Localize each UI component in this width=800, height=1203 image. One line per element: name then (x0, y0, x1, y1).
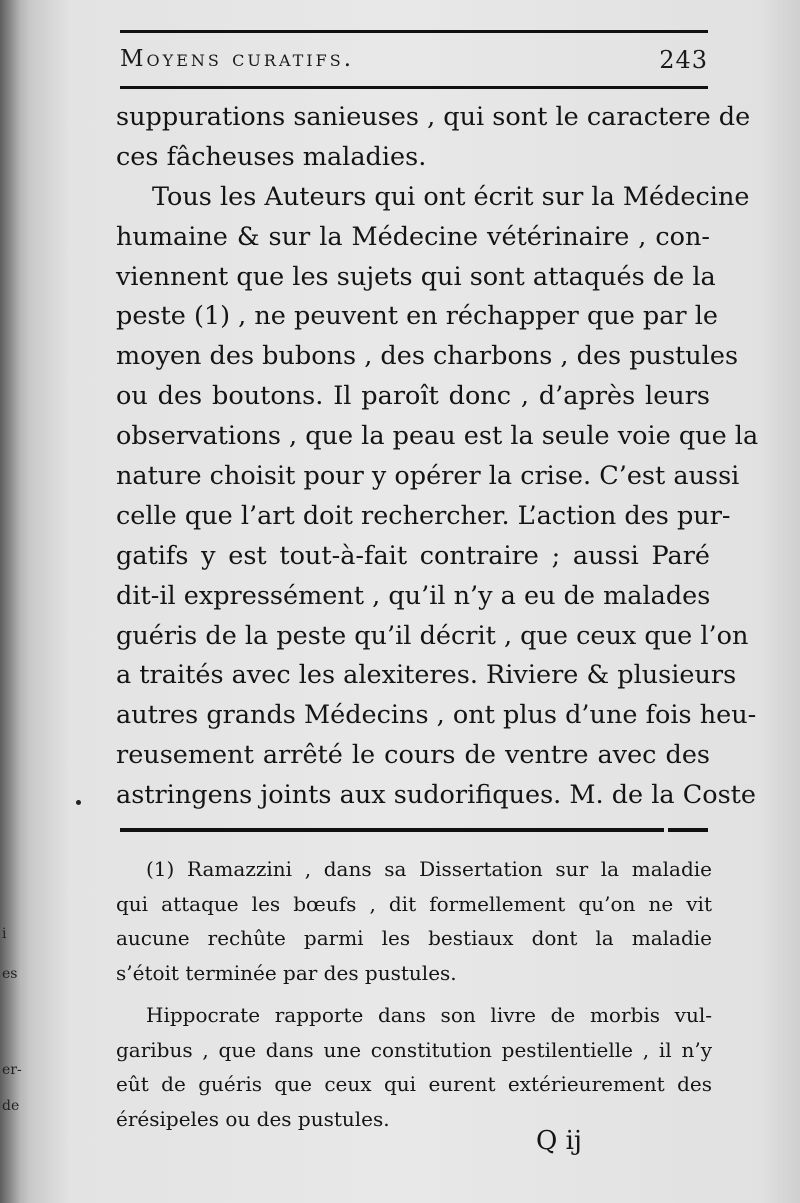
footnote-line: érésipeles ou des pustules. (116, 1106, 390, 1131)
text-line: dit-il expressément , qu’il n’y a eu de malades (116, 580, 711, 611)
text-line: astringens joints aux sudorifiques. M. de la Coste (116, 780, 756, 811)
text-line: suppurations sanieuses , qui sont le caractere de (116, 102, 751, 132)
margin-fragment: i (2, 926, 7, 942)
text-line: Tous les Auteurs qui ont écrit sur la Médecine (152, 181, 750, 212)
text-line: ou des boutons. Il paroît donc , d’après leurs (116, 381, 710, 412)
footnote-line: garibus , que dans une constitution pestilentielle , il n’y (116, 1037, 712, 1062)
ink-speck (76, 800, 81, 805)
page-number: 243 (659, 46, 708, 74)
text-line: moyen des bubons , des charbons , des pustules (116, 341, 739, 372)
text-line: celle que l’art doit rechercher. L’action des pur- (116, 500, 731, 531)
text-line: humaine & sur la Médecine vétérinaire , con- (116, 221, 710, 252)
text-line: guéris de la peste qu’il décrit , que ceux que l’on (116, 620, 749, 651)
text-line: peste (1) , ne peuvent en réchapper que par le (116, 301, 718, 332)
text-line: reusement arrêté le cours de ventre avec des (116, 740, 710, 771)
facing-page-edge (0, 0, 22, 1203)
margin-fragment: er- (2, 1062, 22, 1078)
header-rule (120, 86, 708, 89)
footnote-rule-end (668, 828, 708, 832)
footnote-line: aucune rechûte parmi les bestiaux dont la maladie (116, 926, 712, 950)
margin-fragment: de (2, 1098, 20, 1114)
footnote-rule (120, 828, 664, 832)
text-line: autres grands Médecins , ont plus d’une fois heu- (116, 700, 757, 731)
text-line: viennent que les sujets qui sont attaqués de la (116, 261, 716, 292)
footnotes (116, 852, 712, 1136)
running-head: Moyens curatifs. (120, 46, 355, 72)
footnote-2 (116, 998, 712, 1136)
footnote-line: (1) Ramazzini , dans sa Dissertation sur la maladie (146, 857, 712, 881)
text-line: a traités avec les alexiteres. Riviere & plusieurs (116, 660, 737, 691)
text-line: nature choisit pour y opérer la crise. C’est aussi (116, 461, 740, 492)
top-rule (120, 30, 708, 33)
body-text (116, 98, 759, 816)
text-line: gatifs y est tout-à-fait contraire ; aussi Paré (116, 540, 710, 571)
text-line: ces fâcheuses maladies. (116, 141, 427, 172)
running-header (0, 42, 708, 82)
signature-mark: Q ij (536, 1126, 582, 1156)
footnote-line: s’étoit terminée par des pustules. (116, 960, 457, 985)
footnote-1 (116, 852, 712, 990)
footnote-line: Hippocrate rapporte dans son livre de morbis vul- (146, 1003, 712, 1027)
footnote-line: qui attaque les bœufs , dit formellement qu’on ne vit (116, 891, 712, 916)
footnote-line: eût de guéris que ceux qui eurent extérieurement des (116, 1072, 712, 1096)
margin-fragment: es (2, 966, 18, 982)
text-line: observations , que la peau est la seule voie que la (116, 421, 759, 452)
